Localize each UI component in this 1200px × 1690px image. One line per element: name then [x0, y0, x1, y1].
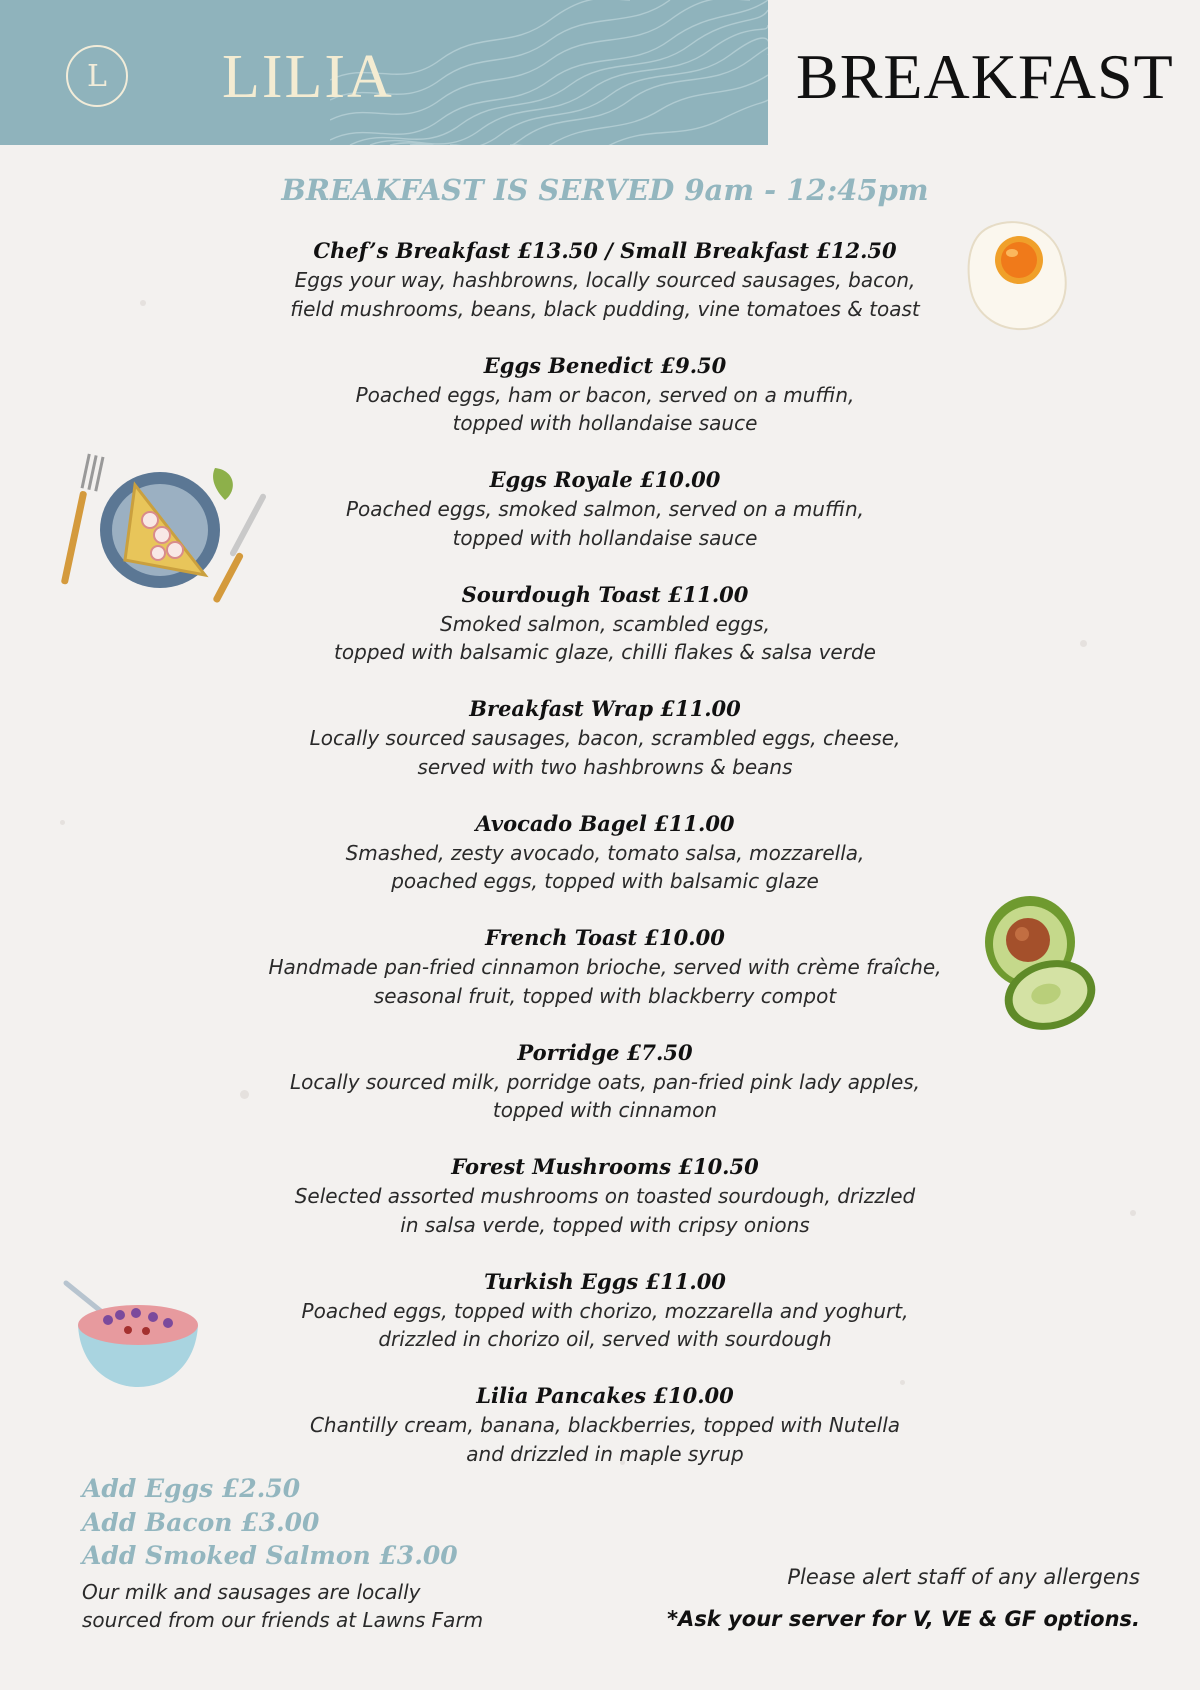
menu-item-description: Poached eggs, topped with chorizo, mozzarella and yoghurt,: [301, 1298, 909, 1323]
menu-item-description: Smashed, zesty avocado, tomato salsa, mozzarella,: [345, 840, 865, 865]
menu-item-description: Eggs your way, hashbrowns, locally sourced sausages, bacon,: [294, 268, 916, 292]
addon-item: Add Eggs £2.50: [82, 1474, 301, 1503]
fried-egg-icon: [962, 216, 1076, 336]
menu-item: [205, 465, 1005, 580]
addon-item: Add Smoked Salmon £3.00: [82, 1541, 458, 1570]
menu-item: [205, 923, 1005, 1038]
menu-item-title: Eggs Benedict £9.50: [483, 352, 727, 378]
menu-item: [205, 809, 1005, 924]
farm-note: [82, 1578, 502, 1634]
menu-item-title: Chef’s Breakfast £13.50 / Small Breakfast £12.50: [313, 238, 897, 263]
menu-item-title: Eggs Royale £10.00: [489, 467, 721, 492]
menu-item-description: Locally sourced milk, porridge oats, pan-fried pink lady apples,: [289, 1069, 921, 1094]
paper-speck: [60, 820, 65, 825]
menu-item: [205, 694, 1005, 809]
serving-times: BREAKFAST IS SERVED 9am - 12:45pm: [281, 173, 929, 207]
menu-item-description: poached eggs, topped with balsamic glaze: [391, 869, 819, 893]
smoothie-bowl-icon: [58, 1275, 203, 1390]
menu-item: [205, 1038, 1005, 1153]
logo-letter: L: [87, 58, 107, 94]
menu-item-title: Lilia Pancakes £10.00: [476, 1383, 734, 1408]
menu-item-description: drizzled in chorizo oil, served with sourdough: [378, 1327, 832, 1351]
menu-item-description: Selected assorted mushrooms on toasted sourdough, drizzled: [294, 1184, 916, 1208]
menu-item-description: topped with balsamic glaze, chilli flakes & salsa verde: [334, 640, 876, 664]
menu-item: [205, 580, 1005, 695]
menu-item-title: Sourdough Toast £11.00: [461, 581, 749, 607]
menu-item: [205, 1152, 1005, 1267]
brand-name: LILIA: [222, 43, 394, 111]
menu-item-title: French Toast £10.00: [485, 925, 725, 950]
farm-note-line: sourced from our friends at Lawns Farm: [82, 1608, 484, 1632]
paper-speck: [140, 300, 146, 306]
menu-item-description: topped with hollandaise sauce: [452, 525, 758, 550]
menu-item-description: Locally sourced sausages, bacon, scrambled eggs, cheese,: [309, 726, 901, 750]
menu-item-description: field mushrooms, beans, black pudding, vine tomatoes & toast: [290, 296, 920, 321]
menu-item-description: and drizzled in maple syrup: [466, 1441, 744, 1466]
addon-item: Add Bacon £3.00: [82, 1507, 320, 1537]
farm-note-line: Our milk and sausages are locally: [82, 1580, 421, 1604]
menu-item-description: topped with hollandaise sauce: [452, 411, 758, 435]
menu-title: BREAKFAST: [796, 41, 1174, 112]
fork-icon: [61, 454, 103, 585]
addons-list: [82, 1472, 458, 1573]
menu-item-description: Smoked salmon, scambled eggs,: [440, 611, 770, 636]
menu-item: [205, 351, 1005, 466]
menu-item: [205, 1267, 1005, 1382]
menu-item-description: Handmade pan-fried cinnamon brioche, served with crème fraîche,: [268, 955, 942, 979]
menu-item-description: served with two hashbrowns & beans: [417, 754, 793, 779]
paper-speck: [1130, 1210, 1136, 1216]
allergen-note: Please alert staff of any allergens: [787, 1565, 1140, 1589]
menu-item-description: seasonal fruit, topped with blackberry compot: [373, 983, 837, 1008]
menu-list: [205, 236, 1005, 1496]
menu-item-description: Poached eggs, smoked salmon, served on a muffin,: [345, 497, 865, 521]
toast-plate-icon: [50, 450, 280, 610]
menu-item-title: Porridge £7.50: [517, 1039, 693, 1065]
logo-mark: [66, 45, 128, 107]
menu-item-title: Turkish Eggs £11.00: [484, 1268, 726, 1294]
wave-pattern: [330, 0, 768, 145]
menu-item-description: Chantilly cream, banana, blackberries, topped with Nutella: [309, 1413, 901, 1437]
menu-item-title: Avocado Bagel £11.00: [475, 810, 735, 836]
menu-item-description: topped with cinnamon: [492, 1098, 718, 1122]
menu-item-description: Poached eggs, ham or bacon, served on a muffin,: [355, 382, 855, 407]
avocado-icon: [980, 890, 1100, 1035]
header-band: [0, 0, 768, 145]
menu-item: [205, 236, 1005, 351]
dietary-options-note: *Ask your server for V, VE & GF options.: [667, 1607, 1140, 1631]
menu-item-title: Breakfast Wrap £11.00: [469, 696, 741, 721]
menu-item-title: Forest Mushrooms £10.50: [451, 1154, 759, 1179]
paper-speck: [1080, 640, 1087, 647]
menu-item-description: in salsa verde, topped with cripsy onions: [400, 1212, 810, 1237]
